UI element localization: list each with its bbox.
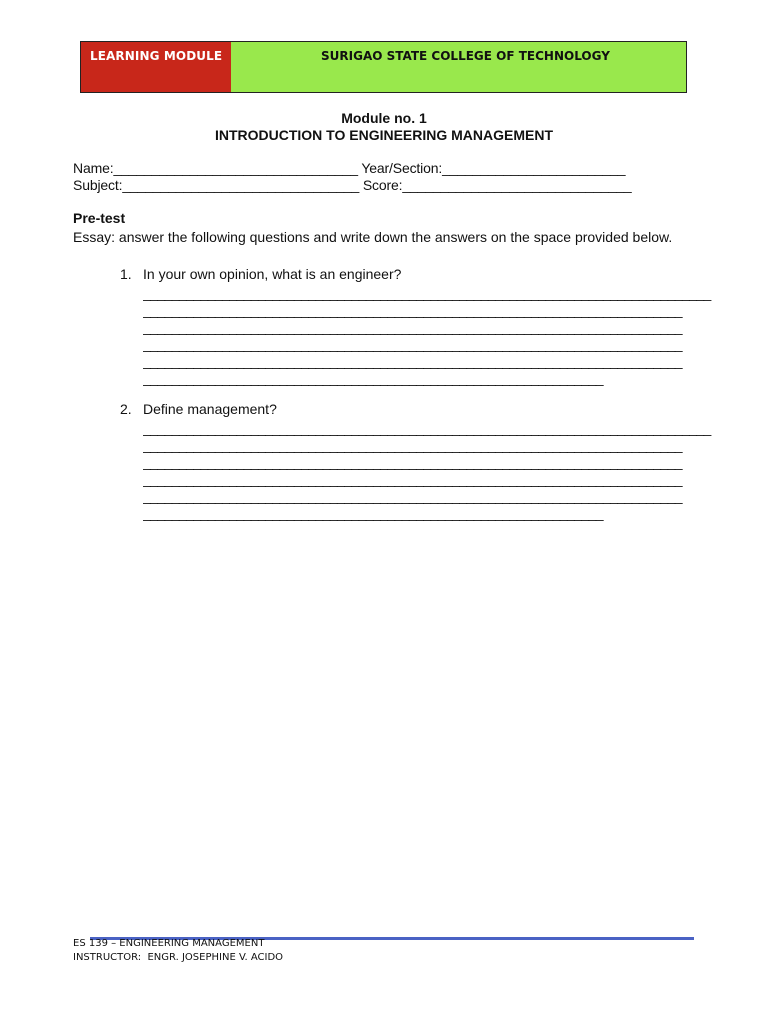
footer-instructor: INSTRUCTOR: ENGR. JOSEPHINE V. ACIDO bbox=[73, 952, 284, 963]
essay-instructions: Essay: answer the following questions and write down the answers on the space provided below. bbox=[73, 229, 673, 245]
pretest-heading: Pre-test bbox=[73, 210, 126, 226]
question-text: Define management? bbox=[143, 401, 277, 417]
subject-score-fields: Subject:_______________________________ Score:______________________________ bbox=[73, 177, 632, 193]
answer-line: ________________________________________________________________ bbox=[143, 505, 603, 521]
module-number: Module no. 1 bbox=[341, 110, 427, 126]
answer-line: ___________________________________________________________________________ bbox=[143, 471, 682, 487]
answer-lines-2 bbox=[143, 420, 768, 522]
answer-line: ___________________________________________________________________________ bbox=[143, 437, 682, 453]
answer-line: ___________________________________________________________________________ bbox=[143, 302, 682, 318]
answer-line: ___________________________________________________________________________ bbox=[143, 454, 682, 470]
module-title: INTRODUCTION TO ENGINEERING MANAGEMENT bbox=[214, 127, 554, 143]
answer-lines-1 bbox=[143, 285, 768, 387]
question-2 bbox=[120, 401, 277, 417]
answer-line: ___________________________________________________________________________ bbox=[143, 353, 682, 369]
footer-course: ES 139 – ENGINEERING MANAGEMENT bbox=[73, 938, 265, 949]
answer-line: ___________________________________________________________________________ bbox=[143, 319, 682, 335]
question-number: 1. bbox=[120, 266, 132, 282]
learning-module-label: LEARNING MODULE bbox=[81, 42, 231, 92]
module-header bbox=[80, 41, 687, 93]
question-text: In your own opinion, what is an engineer? bbox=[143, 266, 402, 282]
question-1 bbox=[120, 266, 401, 282]
answer-line: ___________________________________________________________________________ bbox=[143, 336, 682, 352]
college-name: SURIGAO STATE COLLEGE OF TECHNOLOGY bbox=[231, 42, 686, 92]
answer-line: ___________________________________________________________________________ bbox=[143, 488, 682, 504]
question-number: 2. bbox=[120, 401, 132, 417]
name-year-section-fields: Name:________________________________ Year/Section:________________________ bbox=[73, 160, 626, 176]
answer-line: ________________________________________________________________ bbox=[143, 370, 603, 386]
answer-line: _______________________________________________________________________________ bbox=[143, 285, 711, 301]
answer-line: _______________________________________________________________________________ bbox=[143, 420, 711, 436]
